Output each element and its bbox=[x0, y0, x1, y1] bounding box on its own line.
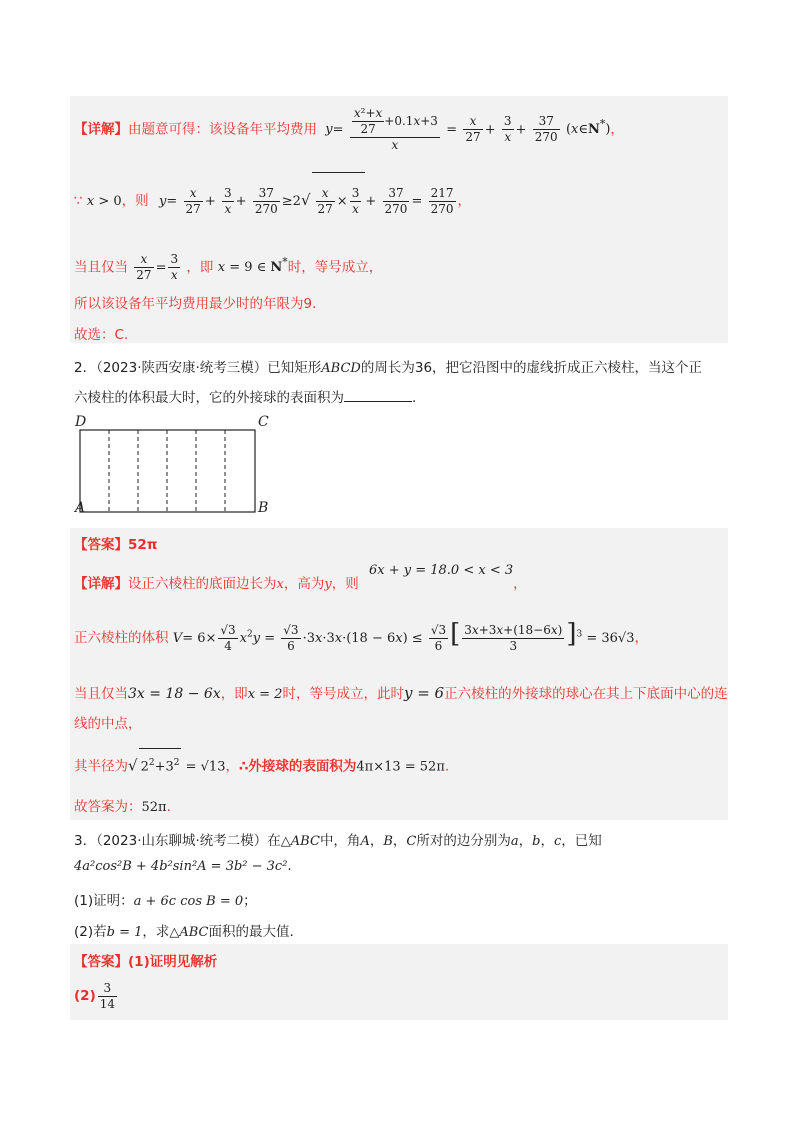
q2-detail-line2: 正六棱柱的体积 V= 6× $\frac{√3}{4}$ $x^2y$ = $\frac{√3}{6}$ ·3x·3x·(18 − 6x) ≤ $\frac{√3}{6}$ [ $\frac{3x+3x+(18-6x)}{3}$ ]$^3$ = 36√3， bbox=[74, 619, 648, 653]
answer-blank bbox=[344, 389, 412, 402]
p1-line1: 【详解】由题意可得：该设备年平均费用 y= $\frac{\text{x²+x}}{27}$ +0.1x+3 x = $\frac{x}{27}$ + $\frac{3}{x}$ + $\frac{37}{270}$ (x∈N*)， bbox=[74, 105, 624, 152]
q3-answer-line2: (2) $\frac{3}{14}$ bbox=[74, 980, 116, 1011]
q2-stem-line1: 2．（2023·陕西安康·统考三模）已知矩形ABCD的周长为36，把它沿图中的虚线折成正六棱柱，当这个正 bbox=[74, 360, 703, 376]
q2-stem-line2: 六棱柱的体积最大时，它的外接球的表面积为 . bbox=[74, 390, 417, 406]
q2-detail-line5: 其半径为√ $2^2+3^2 = √13$，∴外接球的表面积为4π×13 = 52π. bbox=[74, 748, 449, 776]
p1-line3: 当且仅当 $\frac{x}{27}$ = $\frac{3}{x}$ ，即 x = 9 ∈ N*时，等号成立， bbox=[74, 251, 383, 282]
q3-part1: (1)证明：a + 6c cos B = 0； bbox=[74, 893, 257, 909]
vertex-D: D bbox=[75, 414, 87, 430]
detail-tag: 【详解】 bbox=[74, 121, 128, 138]
q2-detail-line1: 【详解】设正六棱柱的底面边长为x，高为y，则 6x + y = 18.0 < x < 3， bbox=[74, 563, 527, 592]
p1-line5: 故选：C. bbox=[74, 327, 129, 343]
q2-answer: 【答案】52π bbox=[74, 537, 158, 553]
vertex-C: C bbox=[258, 414, 269, 430]
q2-detail-line4: 线的中点， bbox=[74, 716, 142, 732]
rectangle-fold-figure bbox=[70, 412, 280, 522]
q2-detail-line3: 当且仅当3x = 18 − 6x，即x = 2时，等号成立，此时y = 6正六棱柱的外接球的球心在其上下底面中心的连 bbox=[74, 684, 728, 702]
vertex-A: A bbox=[75, 500, 86, 516]
q2-detail-line6: 故答案为：52π. bbox=[74, 799, 171, 815]
p1-line4: 所以该设备年平均费用最少时的年限为9. bbox=[74, 296, 317, 312]
vertex-B: B bbox=[258, 500, 269, 516]
avg-cost-fraction: $\frac{\text{x²+x}}{27}$ +0.1x+3 x bbox=[350, 106, 440, 153]
q3-answer-line1: 【答案】(1)证明见解析 bbox=[74, 954, 218, 970]
q3-stem-line1: 3．（2023·山东聊城·统考二模）在△ABC中，角A，B，C所对的边分别为a，b，c，已知 bbox=[74, 833, 602, 849]
q3-part2: (2)若b = 1，求△ABC面积的最大值. bbox=[74, 924, 294, 940]
q3-stem-line2: 4a²cos²B + 4b²sin²A = 3b² − 3c². bbox=[74, 858, 292, 874]
p1-line2: ∵ x > 0，则 y= $\frac{x}{27}$ + $\frac{3}{x}$ + $\frac{37}{270}$ ≥2√ $\frac{x}{27}$ × $\frac{3}{x}$ + $\frac{37}{270}$ = $\frac{217}{270}$ ， bbox=[74, 172, 471, 228]
